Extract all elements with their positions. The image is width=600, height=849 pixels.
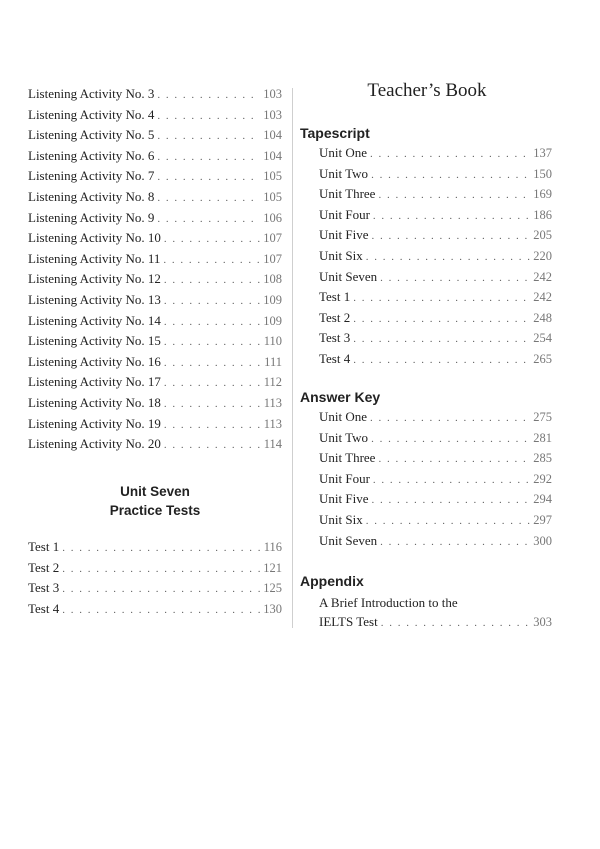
page-number: 125	[263, 581, 282, 596]
leader-dots	[373, 210, 530, 222]
toc-entry[interactable]	[28, 189, 282, 210]
toc-entry[interactable]	[319, 207, 552, 228]
page-number: 108	[263, 272, 282, 287]
toc-entry[interactable]	[28, 416, 282, 437]
entry-label: Listening Activity No. 18	[28, 394, 161, 410]
entry-label: Listening Activity No. 8	[28, 188, 155, 204]
practice-tests-list	[28, 539, 282, 621]
toc-entry[interactable]	[28, 333, 282, 354]
page-number: 303	[533, 614, 552, 629]
leader-dots	[370, 148, 530, 160]
answer-key-list	[319, 409, 552, 553]
toc-entry[interactable]	[28, 395, 282, 416]
entry-label: Unit One	[319, 145, 368, 160]
toc-entry[interactable]	[319, 289, 552, 310]
page-number: 254	[533, 331, 552, 346]
entry-label: Listening Activity No. 11	[28, 250, 161, 266]
leader-dots	[353, 292, 530, 304]
entry-label: Listening Activity No. 17	[28, 374, 161, 390]
unit-seven-heading	[28, 482, 282, 520]
entry-label: IELTS Test	[319, 613, 378, 629]
entry-label: Test 4	[28, 600, 60, 616]
page-number: 248	[533, 310, 552, 325]
toc-entry[interactable]	[28, 539, 282, 560]
toc-entry[interactable]	[319, 310, 552, 331]
leader-dots	[164, 357, 261, 369]
leader-dots	[62, 542, 260, 554]
leader-dots	[380, 536, 530, 548]
entry-label: Unit Six	[319, 511, 363, 527]
entry-label: Listening Activity No. 9	[28, 209, 155, 225]
entry-label: Listening Activity No. 20	[28, 436, 161, 452]
page-number: 113	[263, 395, 282, 410]
toc-entry[interactable]	[319, 248, 552, 269]
entry-label: Unit Five	[319, 227, 369, 243]
leader-dots	[353, 333, 530, 345]
leader-dots	[62, 563, 260, 575]
tapescript-heading: Tapescript	[300, 125, 370, 141]
leader-dots	[373, 474, 530, 486]
toc-entry[interactable]	[319, 269, 552, 290]
leader-dots	[164, 419, 261, 431]
entry-label: Unit Seven	[319, 268, 378, 284]
leader-dots	[164, 295, 260, 307]
toc-entry[interactable]	[319, 330, 552, 351]
leader-dots	[62, 583, 260, 595]
page-number: 112	[263, 375, 282, 390]
leader-dots	[366, 251, 531, 263]
leader-dots	[380, 272, 530, 284]
page-number: 130	[263, 601, 282, 616]
page-number: 150	[533, 166, 552, 181]
entry-label: Unit Five	[319, 491, 369, 507]
page-number: 114	[263, 437, 282, 452]
entry-label: Listening Activity No. 14	[28, 312, 161, 328]
leader-dots	[164, 439, 261, 451]
teachers-book-title: Teacher’s Book	[367, 80, 487, 101]
appendix-heading: Appendix	[300, 573, 364, 589]
entry-label: Listening Activity No. 19	[28, 415, 161, 431]
column-divider	[292, 88, 293, 628]
toc-entry[interactable]	[28, 127, 282, 148]
toc-entry[interactable]	[319, 430, 552, 451]
toc-entry[interactable]	[28, 148, 282, 169]
toc-entry[interactable]	[319, 512, 552, 533]
leader-dots	[157, 110, 260, 122]
page-number: 113	[263, 416, 282, 431]
entry-label: Listening Activity No. 3	[28, 86, 155, 101]
answer-key-heading: Answer Key	[300, 389, 381, 405]
page-number: 169	[533, 187, 552, 202]
leader-dots	[164, 316, 260, 328]
toc-entry[interactable]	[28, 210, 282, 231]
leader-dots	[157, 151, 260, 163]
entry-label: Listening Activity No. 12	[28, 271, 161, 287]
leader-dots	[366, 515, 531, 527]
leader-dots	[371, 169, 530, 181]
page-number: 109	[263, 292, 282, 307]
page-number: 300	[533, 533, 552, 548]
page-number: 285	[533, 451, 552, 466]
toc-entry[interactable]	[28, 436, 282, 457]
entry-label: Listening Activity No. 10	[28, 230, 161, 246]
leader-dots	[163, 254, 260, 266]
leader-dots	[371, 230, 530, 242]
toc-entry[interactable]	[28, 230, 282, 251]
leader-dots	[164, 377, 261, 389]
listening-activity-list	[28, 86, 282, 457]
toc-entry[interactable]	[28, 354, 282, 375]
page-number: 104	[263, 148, 282, 163]
leader-dots	[164, 398, 261, 410]
leader-dots	[353, 313, 530, 325]
toc-entry[interactable]	[319, 409, 552, 430]
page-number: 242	[533, 269, 552, 284]
toc-entry[interactable]	[319, 450, 552, 471]
toc-entry[interactable]	[319, 471, 552, 492]
leader-dots	[371, 494, 530, 506]
page-number: 297	[533, 512, 552, 527]
toc-entry[interactable]	[28, 580, 282, 601]
entry-label: Test 2	[28, 559, 60, 575]
entry-label: Unit Six	[319, 247, 363, 263]
toc-entry[interactable]	[28, 292, 282, 313]
leader-dots	[157, 192, 260, 204]
entry-label: Listening Activity No. 7	[28, 168, 155, 184]
page-number: 121	[263, 560, 282, 575]
toc-entry[interactable]	[28, 560, 282, 581]
tapescript-list	[319, 145, 552, 372]
page-number: 107	[263, 251, 282, 266]
page-number: 242	[533, 290, 552, 305]
page-number: 292	[533, 471, 552, 486]
appendix-list	[319, 593, 552, 634]
entry-label: Listening Activity No. 5	[28, 127, 155, 143]
toc-entry[interactable]	[28, 107, 282, 128]
page-number: 103	[263, 87, 282, 101]
page-number: 116	[263, 540, 282, 554]
page-number: 103	[263, 107, 282, 122]
entry-label: Test 2	[319, 309, 351, 325]
leader-dots	[164, 233, 260, 245]
entry-label: Listening Activity No. 4	[28, 106, 155, 122]
entry-label: Test 4	[319, 350, 351, 366]
page-number: 137	[533, 146, 552, 160]
leader-dots	[164, 274, 260, 286]
leader-dots	[353, 354, 530, 366]
page-number: 265	[533, 351, 552, 366]
toc-entry[interactable]	[28, 374, 282, 395]
leader-dots	[164, 336, 261, 348]
toc-entry[interactable]	[28, 168, 282, 189]
entry-label: Unit One	[319, 409, 368, 424]
toc-entry[interactable]	[319, 614, 552, 635]
unit-subtitle: Practice Tests	[109, 503, 201, 518]
page-number: 106	[263, 210, 282, 225]
entry-label: Unit Seven	[319, 532, 378, 548]
page-number: 104	[263, 128, 282, 143]
entry-label: Unit Three	[319, 186, 376, 202]
page-number: 275	[533, 410, 552, 424]
entry-label: Unit Two	[319, 429, 369, 445]
leader-dots	[157, 213, 260, 225]
entry-label: Unit Four	[319, 206, 370, 222]
entry-label: Listening Activity No. 15	[28, 333, 161, 349]
unit-title: Unit Seven	[120, 484, 190, 499]
toc-entry[interactable]	[28, 86, 282, 107]
leader-dots	[370, 412, 530, 424]
toc-entry[interactable]	[28, 601, 282, 622]
page-number: 294	[533, 492, 552, 507]
leader-dots	[157, 130, 260, 142]
entry-label: Listening Activity No. 13	[28, 291, 161, 307]
leader-dots	[381, 617, 531, 629]
entry-label: Test 3	[28, 580, 60, 596]
page-number: 105	[263, 169, 282, 184]
page-number: 107	[263, 231, 282, 246]
toc-entry[interactable]	[28, 251, 282, 272]
toc-entry[interactable]	[319, 491, 552, 512]
page-number: 110	[263, 334, 282, 349]
page-number: 186	[533, 207, 552, 222]
appendix-line: A Brief Introduction to the	[319, 595, 458, 610]
page-number: 111	[264, 354, 282, 369]
leader-dots	[157, 89, 260, 101]
toc-entry[interactable]	[319, 351, 552, 372]
toc-entry[interactable]	[319, 166, 552, 187]
entry-label: Listening Activity No. 6	[28, 147, 155, 163]
leader-dots	[371, 433, 530, 445]
entry-label: Test 1	[319, 289, 351, 305]
toc-entry[interactable]	[319, 145, 552, 166]
entry-label: Unit Three	[319, 450, 376, 466]
page-number: 220	[533, 248, 552, 263]
toc-entry[interactable]	[28, 271, 282, 292]
page-number: 281	[533, 430, 552, 445]
page-number: 105	[263, 189, 282, 204]
leader-dots	[62, 604, 260, 616]
page-number: 205	[533, 228, 552, 243]
entry-label: Listening Activity No. 16	[28, 353, 161, 369]
toc-entry[interactable]	[319, 227, 552, 248]
leader-dots	[157, 171, 260, 183]
leader-dots	[378, 189, 530, 201]
toc-entry[interactable]	[28, 313, 282, 334]
toc-entry[interactable]	[319, 533, 552, 554]
leader-dots	[378, 453, 530, 465]
entry-label: Unit Four	[319, 470, 370, 486]
entry-label: Test 1	[28, 539, 60, 554]
entry-label: Test 3	[319, 330, 351, 346]
page-number: 109	[263, 313, 282, 328]
entry-label: Unit Two	[319, 165, 369, 181]
toc-entry[interactable]	[319, 186, 552, 207]
